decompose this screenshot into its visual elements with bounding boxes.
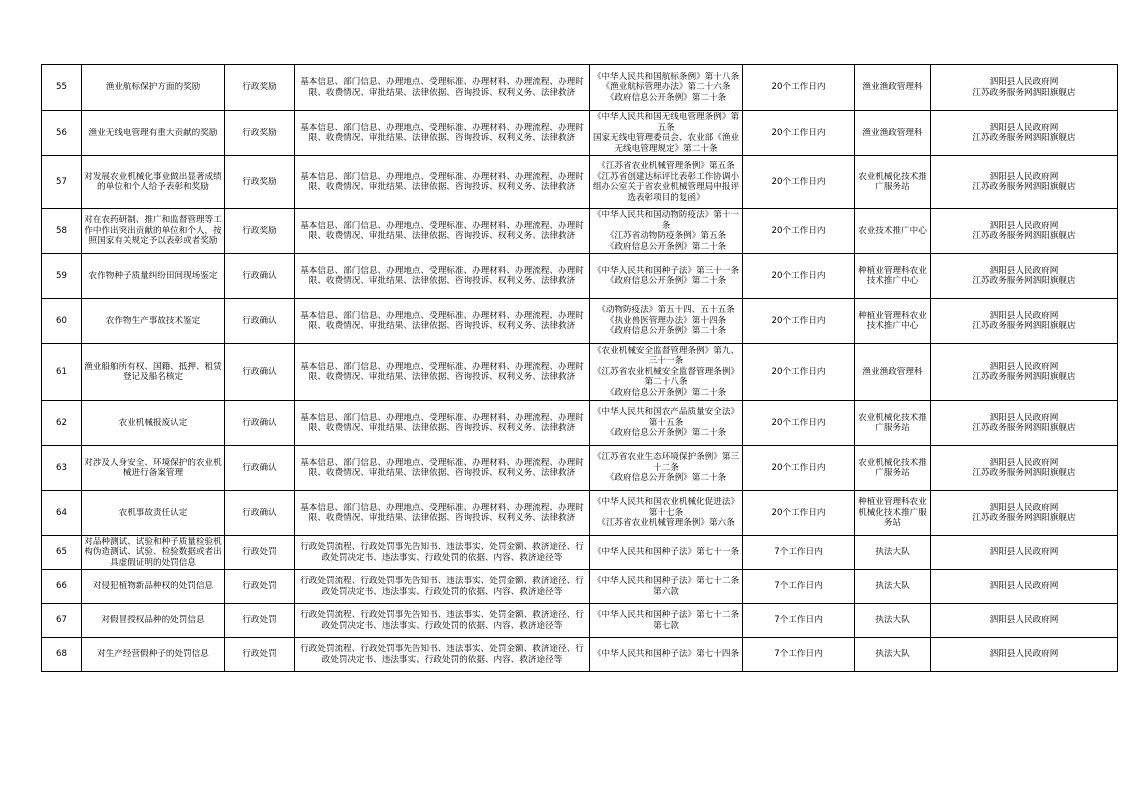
legal-basis	[590, 536, 743, 570]
item-name: 对发展农业机械化事业做出显著成绩的单位和个人给予表彰和奖励	[82, 156, 225, 209]
publication-channel-line: 泗阳县人民政府网	[989, 615, 1059, 626]
item-type: 行政确认	[225, 254, 295, 299]
table-row	[42, 446, 1118, 491]
table-row	[42, 536, 1118, 570]
item-type: 行政确认	[225, 344, 295, 401]
row-number: 61	[42, 344, 82, 401]
legal-basis	[590, 65, 743, 111]
legal-basis	[590, 491, 743, 536]
legal-basis-line: 《中华人民共和国航标条例》第十八条	[592, 71, 740, 82]
time-limit: 7个工作日内	[743, 638, 855, 672]
item-type: 行政奖励	[225, 65, 295, 111]
time-limit: 20个工作日内	[743, 111, 855, 156]
table-row	[42, 299, 1118, 344]
time-limit: 20个工作日内	[743, 254, 855, 299]
legal-basis-line: 《农业机械安全监督管理条例》第九、三十一条	[592, 345, 740, 367]
publication-channel	[931, 446, 1118, 491]
table-row	[42, 209, 1118, 254]
publication-channel-line: 泗阳县人民政府网	[989, 502, 1059, 513]
publication-channel	[931, 491, 1118, 536]
item-name: 渔业船舶所有权、国籍、抵押、租赁登记及船名核定	[82, 344, 225, 401]
item-type: 行政奖励	[225, 156, 295, 209]
item-name: 对涉及人身安全、环境保护的农业机械进行备案管理	[82, 446, 225, 491]
item-name: 农作物生产事故技术鉴定	[82, 299, 225, 344]
legal-basis-line: 《中华人民共和国种子法》第七十二条 第七款	[592, 610, 740, 631]
publication-channel-line: 江苏政务服务网泗阳旗舰店	[972, 423, 1076, 433]
time-limit: 7个工作日内	[743, 570, 855, 604]
time-limit: 20个工作日内	[743, 299, 855, 344]
responsible-department: 渔业渔政管理科	[855, 111, 931, 156]
row-number: 67	[42, 604, 82, 638]
legal-basis	[590, 209, 743, 254]
table-row	[42, 491, 1118, 536]
publication-channel	[931, 209, 1118, 254]
legal-basis-line: 《江苏省动物防疫条例》第五条	[605, 231, 727, 241]
legal-basis-line: 《政府信息公开条例》第二十条	[605, 387, 727, 398]
item-name: 对品种测试、试验和种子质量检验机构伪造测试、试验、检验数据或者出具虚假证明的处罚信息	[82, 536, 225, 570]
legal-basis-line: 《政府信息公开条例》第二十条	[605, 473, 727, 484]
publication-channel	[931, 111, 1118, 156]
publication-channel	[931, 604, 1118, 638]
publication-channel-line: 泗阳县人民政府网	[989, 581, 1059, 592]
responsible-department: 执法大队	[855, 570, 931, 604]
row-number: 57	[42, 156, 82, 209]
legal-basis-line: 《政府信息公开条例》第二十条	[605, 276, 727, 286]
publication-channel	[931, 65, 1118, 111]
item-name: 对假冒授权品种的处罚信息	[82, 604, 225, 638]
legal-basis-line: 《江苏省农业机械安全监督管理条例》第二十八条	[592, 366, 740, 388]
disclosure-content: 基本信息、部门信息、办理地点、受理标准、办理材料、办理流程、办理时限、收费情况、审批结果、法律依据、咨询投诉、权利义务、法律救济	[295, 344, 590, 401]
time-limit: 7个工作日内	[743, 536, 855, 570]
legal-basis-line: 《中华人民共和国动物防疫法》第十一条	[592, 210, 740, 231]
disclosure-content: 基本信息、部门信息、办理地点、受理标准、办理材料、办理流程、办理时限、收费情况、审批结果、法律依据、咨询投诉、权利义务、法律救济	[295, 401, 590, 446]
legal-basis-line: 《中华人民共和国农产品质量安全法》第十五条	[592, 407, 740, 428]
publication-channel-line: 泗阳县人民政府网	[989, 412, 1059, 423]
row-number: 62	[42, 401, 82, 446]
legal-basis	[590, 401, 743, 446]
responsible-department: 农业机械化技术推广服务站	[855, 401, 931, 446]
responsible-department: 执法大队	[855, 638, 931, 672]
publication-channel-line: 泗阳县人民政府网	[989, 171, 1059, 182]
disclosure-content: 基本信息、部门信息、办理地点、受理标准、办理材料、办理流程、办理时限、收费情况、审批结果、法律依据、咨询投诉、权利义务、法律救济	[295, 491, 590, 536]
legal-basis	[590, 604, 743, 638]
responsible-department: 种植业管理科农业技术推广中心	[855, 299, 931, 344]
table-row	[42, 570, 1118, 604]
item-name: 对侵犯植物新品种权的处罚信息	[82, 570, 225, 604]
row-number: 65	[42, 536, 82, 570]
disclosure-table	[41, 64, 1118, 672]
item-name: 对在农药研制、推广和监督管理等工作中作出突出贡献的单位和个人，按照国家有关规定予以表彰或者奖励	[82, 209, 225, 254]
publication-channel-line: 泗阳县人民政府网	[989, 265, 1059, 276]
disclosure-content: 基本信息、部门信息、办理地点、受理标准、办理材料、办理流程、办理时限、收费情况、审批结果、法律依据、咨询投诉、权利义务、法律救济	[295, 446, 590, 491]
table-body	[42, 65, 1118, 672]
publication-channel-line: 江苏政务服务网泗阳旗舰店	[972, 182, 1076, 192]
legal-basis-line: 《中华人民共和国种子法》第三十一条	[592, 265, 740, 276]
publication-channel	[931, 254, 1118, 299]
publication-channel-line: 江苏政务服务网泗阳旗舰店	[972, 372, 1076, 382]
responsible-department: 渔业渔政管理科	[855, 344, 931, 401]
row-number: 56	[42, 111, 82, 156]
legal-basis-line: 《江苏省农业机械管理条例》第五条	[597, 161, 735, 171]
publication-channel	[931, 156, 1118, 209]
legal-basis-line: 《中华人民共和国种子法》第七十二条 第六款	[592, 576, 740, 597]
row-number: 66	[42, 570, 82, 604]
legal-basis	[590, 638, 743, 672]
row-number: 63	[42, 446, 82, 491]
item-name: 对生产经营假种子的处罚信息	[82, 638, 225, 672]
legal-basis	[590, 446, 743, 491]
legal-basis	[590, 254, 743, 299]
legal-basis	[590, 156, 743, 209]
item-type: 行政确认	[225, 446, 295, 491]
legal-basis-line: 《中华人民共和国种子法》第七十一条	[592, 547, 740, 558]
publication-channel-line: 江苏政务服务网泗阳旗舰店	[972, 231, 1076, 241]
item-type: 行政处罚	[225, 536, 295, 570]
disclosure-content: 基本信息、部门信息、办理地点、受理标准、办理材料、办理流程、办理时限、收费情况、审批结果、法律依据、咨询投诉、权利义务、法律救济	[295, 156, 590, 209]
publication-channel-line: 泗阳县人民政府网	[989, 310, 1059, 321]
time-limit: 20个工作日内	[743, 401, 855, 446]
row-number: 58	[42, 209, 82, 254]
table-row	[42, 65, 1118, 111]
publication-channel-line: 江苏政务服务网泗阳旗舰店	[972, 276, 1076, 286]
disclosure-content: 行政处罚流程、行政处罚事先告知书、违法事实、处罚金额、救济途径、行政处罚决定书、违法事实、行政处罚的依据、内容、救济途径等	[295, 536, 590, 570]
row-number: 64	[42, 491, 82, 536]
publication-channel	[931, 638, 1118, 672]
item-type: 行政奖励	[225, 111, 295, 156]
legal-basis-line: 《江苏省农业生态环境保护条例》第三十二条	[592, 452, 740, 473]
legal-basis-line: 《执业兽医管理办法》第十四条	[605, 315, 727, 326]
item-type: 行政确认	[225, 299, 295, 344]
item-type: 行政确认	[225, 491, 295, 536]
publication-channel-line: 江苏政务服务网泗阳旗舰店	[972, 513, 1076, 523]
time-limit: 20个工作日内	[743, 65, 855, 111]
time-limit: 20个工作日内	[743, 156, 855, 209]
publication-channel-line: 泗阳县人民政府网	[989, 77, 1059, 87]
item-type: 行政处罚	[225, 638, 295, 672]
legal-basis-line: 《江苏省创建达标评比表彰工作协调小组办公室关于省农业机械管理局申报评选表彰项目的复函》	[592, 171, 740, 203]
legal-basis-line: 《政府信息公开条例》第二十条	[605, 241, 727, 252]
legal-basis	[590, 111, 743, 156]
legal-basis	[590, 570, 743, 604]
publication-channel	[931, 344, 1118, 401]
item-type: 行政处罚	[225, 604, 295, 638]
responsible-department: 执法大队	[855, 604, 931, 638]
legal-basis-line: 《政府信息公开条例》第二十条	[605, 326, 727, 337]
table-row	[42, 111, 1118, 156]
responsible-department: 种植业管理科农业技术推广中心	[855, 254, 931, 299]
disclosure-content: 行政处罚流程、行政处罚事先告知书、违法事实、处罚金额、救济途径、行政处罚决定书、违法事实、行政处罚的依据、内容、救济途径等	[295, 604, 590, 638]
publication-channel-line: 泗阳县人民政府网	[989, 547, 1059, 558]
responsible-department: 农业机械化技术推广服务站	[855, 156, 931, 209]
publication-channel-line: 江苏政务服务网泗阳旗舰店	[972, 321, 1076, 331]
legal-basis	[590, 344, 743, 401]
responsible-department: 渔业渔政管理科	[855, 65, 931, 111]
item-name: 渔业航标保护方面的奖励	[82, 65, 225, 111]
legal-basis-line: 《中华人民共和国农业机械化促进法》第十七条	[592, 497, 740, 518]
responsible-department: 农业技术推广中心	[855, 209, 931, 254]
legal-basis-line: 国家无线电管理委员会、农业部《渔业无线电管理规定》第二十条	[592, 133, 740, 154]
row-number: 55	[42, 65, 82, 111]
time-limit: 20个工作日内	[743, 491, 855, 536]
table-row	[42, 156, 1118, 209]
publication-channel	[931, 570, 1118, 604]
publication-channel	[931, 299, 1118, 344]
item-name: 农业机械报废认定	[82, 401, 225, 446]
item-type: 行政处罚	[225, 570, 295, 604]
legal-basis-line: 《动物防疫法》第五十四、五十五条	[597, 305, 735, 316]
legal-basis-line: 《中华人民共和国无线电管理条例》第五条	[592, 112, 740, 133]
time-limit: 20个工作日内	[743, 344, 855, 401]
item-type: 行政奖励	[225, 209, 295, 254]
table-row	[42, 638, 1118, 672]
legal-basis-line: 《政府信息公开条例》第二十条	[605, 428, 727, 439]
disclosure-content: 基本信息、部门信息、办理地点、受理标准、办理材料、办理流程、办理时限、收费情况、审批结果、法律依据、咨询投诉、权利义务、法律救济	[295, 254, 590, 299]
disclosure-content: 基本信息、部门信息、办理地点、受理标准、办理材料、办理流程、办理时限、收费情况、审批结果、法律依据、咨询投诉、权利义务、法律救济	[295, 111, 590, 156]
disclosure-content: 基本信息、部门信息、办理地点、受理标准、办理材料、办理流程、办理时限、收费情况、审批结果、法律依据、咨询投诉、权利义务、法律救济	[295, 209, 590, 254]
item-type: 行政确认	[225, 401, 295, 446]
time-limit: 7个工作日内	[743, 604, 855, 638]
legal-basis-line: 《政府信息公开条例》第二十条	[605, 92, 727, 103]
item-name: 渔业无线电管理有重大贡献的奖励	[82, 111, 225, 156]
responsible-department: 执法大队	[855, 536, 931, 570]
table-row	[42, 254, 1118, 299]
publication-channel-line: 泗阳县人民政府网	[989, 220, 1059, 231]
time-limit: 20个工作日内	[743, 209, 855, 254]
row-number: 68	[42, 638, 82, 672]
time-limit: 20个工作日内	[743, 446, 855, 491]
publication-channel-line: 江苏政务服务网泗阳旗舰店	[972, 87, 1076, 98]
table-row	[42, 401, 1118, 446]
row-number: 59	[42, 254, 82, 299]
disclosure-content: 行政处罚流程、行政处罚事先告知书、违法事实、处罚金额、救济途径、行政处罚决定书、违法事实、行政处罚的依据、内容、救济途径等	[295, 570, 590, 604]
legal-basis-line: 《江苏省农业机械管理条例》第六条	[597, 518, 735, 529]
publication-channel-line: 江苏政务服务网泗阳旗舰店	[972, 468, 1076, 478]
publication-channel-line: 泗阳县人民政府网	[989, 457, 1059, 468]
disclosure-content: 基本信息、部门信息、办理地点、受理标准、办理材料、办理流程、办理时限、收费情况、审批结果、法律依据、咨询投诉、权利义务、法律救济	[295, 299, 590, 344]
legal-basis	[590, 299, 743, 344]
item-name: 农机事故责任认定	[82, 491, 225, 536]
item-name: 农作物种子质量纠纷田间现场鉴定	[82, 254, 225, 299]
table-row	[42, 604, 1118, 638]
row-number: 60	[42, 299, 82, 344]
disclosure-content: 基本信息、部门信息、办理地点、受理标准、办理材料、办理流程、办理时限、收费情况、审批结果、法律依据、咨询投诉、权利义务、法律救济	[295, 65, 590, 111]
responsible-department: 农业机械化技术推广服务站	[855, 446, 931, 491]
legal-basis-line: 《中华人民共和国种子法》第七十四条	[592, 649, 740, 660]
publication-channel-line: 泗阳县人民政府网	[989, 361, 1059, 372]
publication-channel-line: 泗阳县人民政府网	[989, 649, 1059, 660]
publication-channel-line: 泗阳县人民政府网	[989, 122, 1059, 133]
legal-basis-line: 《渔业航标管理办法》第二十六条	[601, 82, 731, 93]
publication-channel	[931, 401, 1118, 446]
responsible-department: 种植业管理科农业机械化技术推广服务站	[855, 491, 931, 536]
disclosure-content: 行政处罚流程、行政处罚事先告知书、违法事实、处罚金额、救济途径、行政处罚决定书、违法事实、行政处罚的依据、内容、救济途径等	[295, 638, 590, 672]
publication-channel	[931, 536, 1118, 570]
publication-channel-line: 江苏政务服务网泗阳旗舰店	[972, 133, 1076, 143]
table-row	[42, 344, 1118, 401]
